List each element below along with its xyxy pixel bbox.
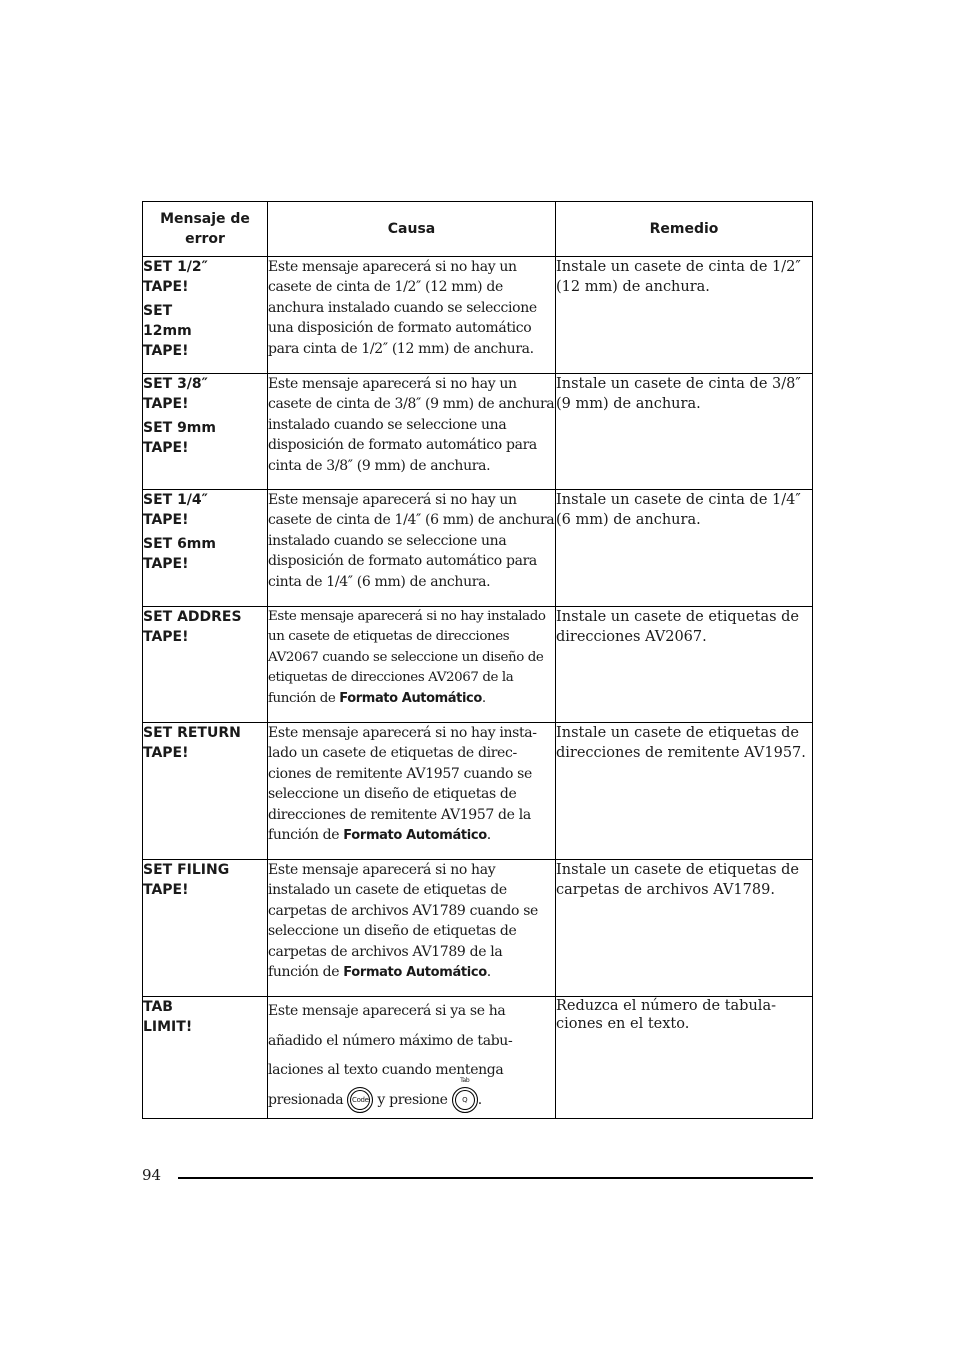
code-key-icon: Code [347, 1087, 373, 1113]
table-row [143, 490, 813, 607]
error-cause: Este mensaje aparecerá si ya se ha añadido el número máximo de tabu-laciones al texto cuando mentenga presionada Code y presione Tab Q . [268, 997, 556, 1119]
table-row [143, 723, 813, 860]
header-cause: Causa [268, 202, 556, 257]
error-remedy: Instale un casete de cinta de 3/8″ (9 mm) de anchura. [556, 374, 813, 490]
error-cause: Este mensaje aparecerá si no hay un casete de cinta de 1/2″ (12 mm) de anchura instalado cuando se seleccione una disposición de formato automático para cinta de 1/2″ (12 mm) de anchura. [268, 257, 556, 374]
error-message: SET 1/2″ TAPE! SET 12mm TAPE! [143, 257, 268, 374]
header-remedy: Remedio [556, 202, 813, 257]
error-table [142, 201, 813, 1119]
header-message: Mensaje de error [143, 202, 268, 257]
error-cause: Este mensaje aparecerá si no hay un casete de cinta de 1/4″ (6 mm) de anchura instalado cuando se seleccione una disposición de formato automático para cinta de 1/4″ (6 mm) de anchura. [268, 490, 556, 607]
table-row [143, 860, 813, 997]
error-remedy: Instale un casete de etiquetas de direcciones de remitente AV1957. [556, 723, 813, 860]
error-message: SET FILING TAPE! [143, 860, 268, 997]
footer-rule [178, 1177, 813, 1179]
error-remedy: Instale un casete de etiquetas de direcciones AV2067. [556, 607, 813, 723]
table-row [143, 257, 813, 374]
page-number: 94 [142, 1166, 162, 1184]
error-message: SET RETURN TAPE! [143, 723, 268, 860]
table-row [143, 607, 813, 723]
error-message: SET ADDRES TAPE! [143, 607, 268, 723]
error-remedy: Instale un casete de cinta de 1/4″ (6 mm) de anchura. [556, 490, 813, 607]
error-cause: Este mensaje aparecerá si no hay instalado un casete de etiquetas de direcciones AV2067 cuando se seleccione un diseño de etiquetas de direcciones AV2067 de la función de Formato Automático. [268, 607, 556, 723]
error-remedy: Instale un casete de etiquetas de carpetas de archivos AV1789. [556, 860, 813, 997]
table-row [143, 374, 813, 490]
error-cause: Este mensaje aparecerá si no hay un casete de cinta de 3/8″ (9 mm) de anchura instalado cuando se seleccione una disposición de formato automático para cinta de 3/8″ (9 mm) de anchura. [268, 374, 556, 490]
table-row [143, 997, 813, 1119]
error-message: SET 1/4″ TAPE! SET 6mm TAPE! [143, 490, 268, 607]
error-message: SET 3/8″ TAPE! SET 9mm TAPE! [143, 374, 268, 490]
error-cause: Este mensaje aparecerá si no hay instalado un casete de etiquetas de carpetas de archivos AV1789 cuando se seleccione un diseño de etiquetas de carpetas de archivos AV1789 de la función de Formato Automático. [268, 860, 556, 997]
q-tab-key-icon: Tab Q [452, 1087, 478, 1113]
error-cause: Este mensaje aparecerá si no hay insta-lado un casete de etiquetas de direc-ciones de remitente AV1957 cuando se seleccione un diseño de etiquetas de direcciones de remitente AV1957 de la función de Formato Automático. [268, 723, 556, 860]
error-remedy: Instale un casete de cinta de 1/2″ (12 mm) de anchura. [556, 257, 813, 374]
error-message: TAB LIMIT! [143, 997, 268, 1119]
table-header-row [143, 202, 813, 257]
error-remedy: Reduzca el número de tabula-ciones en el texto. [556, 997, 813, 1119]
